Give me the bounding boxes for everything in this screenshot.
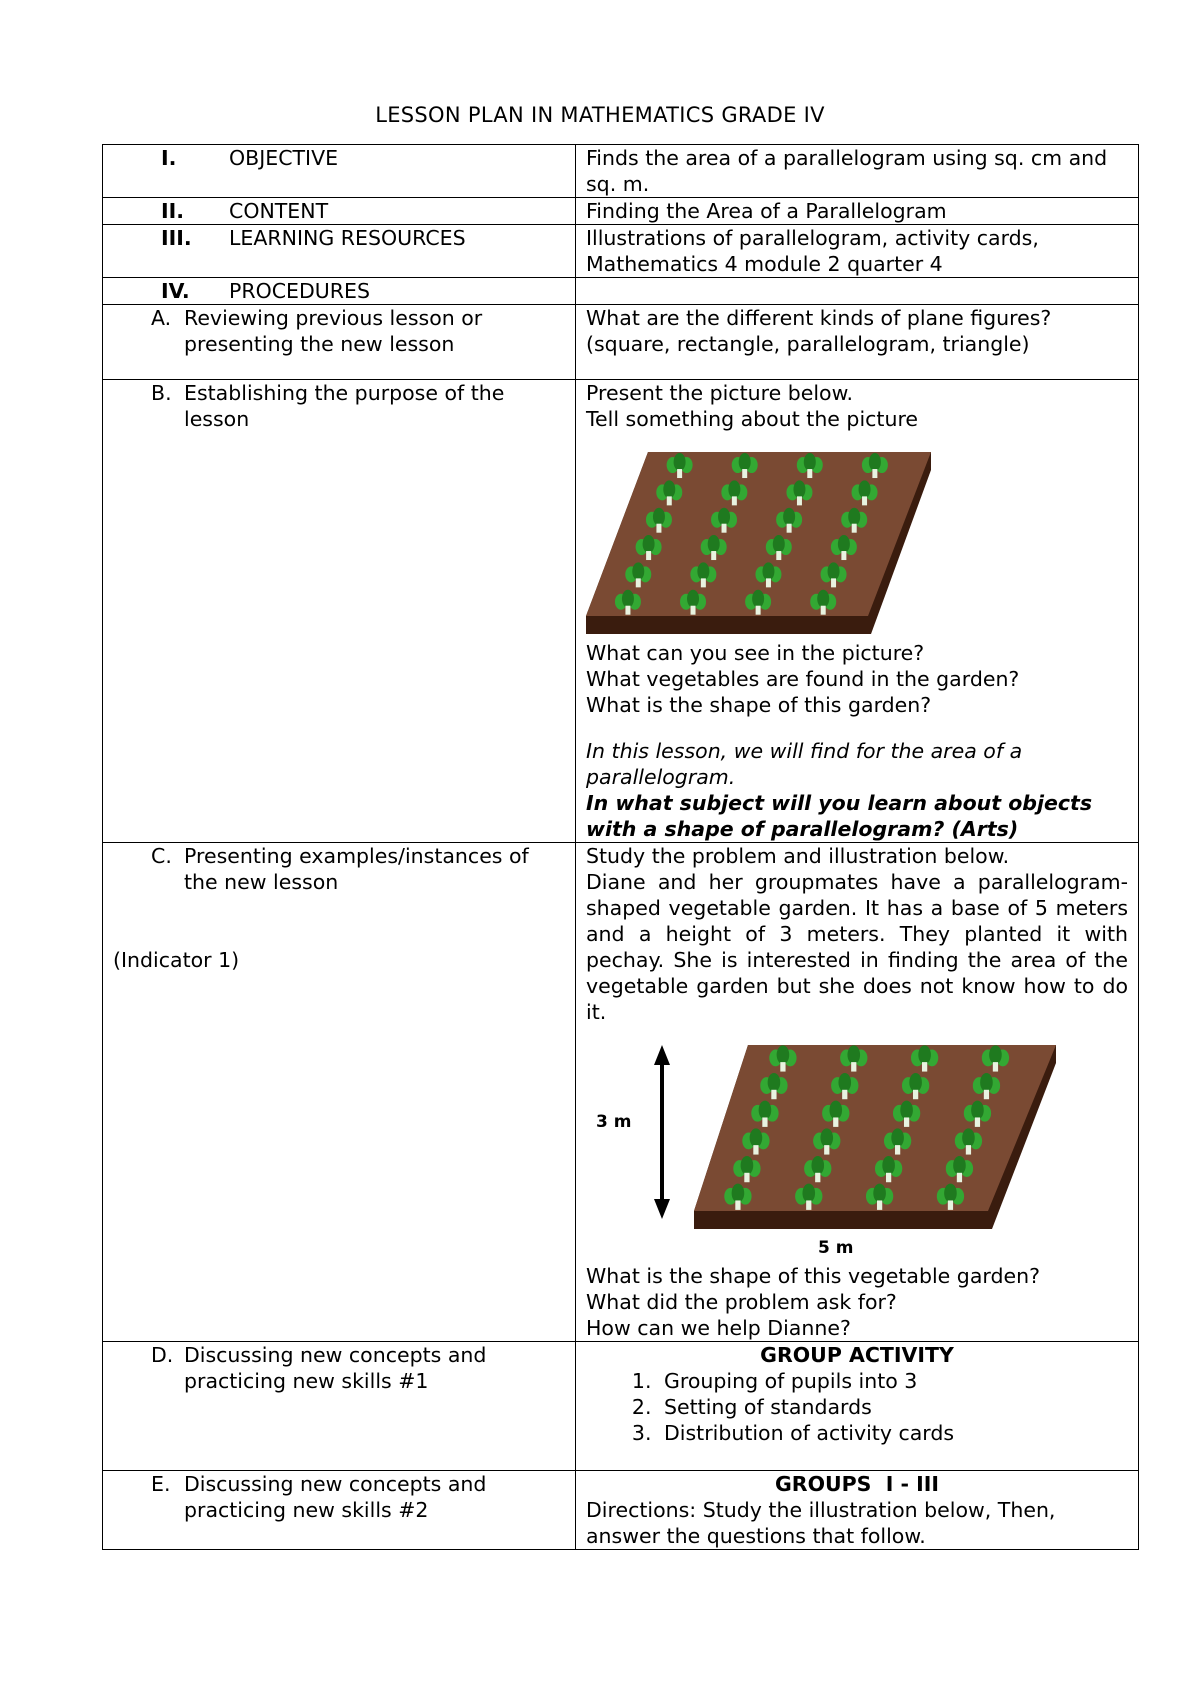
garden-diagram [586, 1035, 1066, 1255]
page-title: LESSON PLAN IN MATHEMATICS GRADE IV [375, 103, 825, 127]
item-label: Presenting examples/instances of the new lesson [184, 844, 529, 894]
text-line: Study the problem and illustration below. [586, 844, 1010, 868]
text-line: What are the different kinds of plane figures? [586, 306, 1052, 330]
procedures-cell [103, 278, 576, 305]
groups-heading: GROUPS I - III [774, 1472, 940, 1496]
item-label: Discussing new concepts and practicing new skills #1 [184, 1343, 487, 1393]
table-row [103, 1342, 1139, 1471]
section-label: PROCEDURES [229, 279, 371, 303]
section-number: III. [161, 226, 192, 250]
section-label: LEARNING RESOURCES [229, 226, 466, 250]
content-text: Finding the Area of a Parallelogram [576, 198, 1139, 225]
procedure-a-text [576, 305, 1139, 380]
section-number: I. [161, 146, 177, 170]
table-row [103, 225, 1139, 278]
resources-cell [103, 225, 576, 278]
section-number: IV. [161, 279, 190, 303]
item-label: Establishing the purpose of the lesson [184, 381, 505, 431]
resources-text [576, 225, 1139, 278]
text-line: Present the picture below. [586, 381, 853, 405]
question: What vegetables are found in the garden? [586, 667, 1020, 691]
section-number: II. [161, 199, 185, 223]
directions-text: Directions: Study the illustration below, Then, answer the questions that follow. [586, 1498, 1056, 1548]
list-item: 3. Distribution of activity cards [658, 1420, 1128, 1446]
resources-line: Illustrations of parallelogram, activity cards, [586, 226, 1039, 250]
table-row [103, 278, 1139, 305]
section-label: OBJECTIVE [229, 146, 339, 170]
lesson-plan-table [102, 144, 1139, 1550]
group-activity-heading: GROUP ACTIVITY [760, 1343, 954, 1367]
procedure-e-text [576, 1471, 1139, 1550]
table-row [103, 145, 1139, 198]
list-item: 2. Setting of standards [658, 1394, 1128, 1420]
table-row [103, 305, 1139, 380]
table-row [103, 380, 1139, 843]
item-letter: B. [151, 381, 172, 405]
procedure-c-text [576, 843, 1139, 1342]
text-line: (square, rectangle, parallelogram, triangle) [586, 332, 1030, 356]
text-line: Tell something about the picture [586, 407, 919, 431]
garden-illustration [586, 444, 946, 634]
procedures-empty [576, 278, 1139, 305]
lesson-question: In what subject will you learn about objects with a shape of parallelogram? (Arts) [586, 791, 1093, 841]
table-row [103, 198, 1139, 225]
table-row [103, 1471, 1139, 1550]
item-letter: A. [151, 306, 172, 330]
list-item: 1. Grouping of pupils into 3 [658, 1368, 1128, 1394]
lesson-statement: In this lesson, we will find for the area of a parallelogram. [586, 739, 1023, 789]
base-label: 5 m [818, 1238, 854, 1255]
arrow-down-icon [654, 1199, 670, 1219]
procedure-d-cell [103, 1342, 576, 1471]
problem-paragraph: Diane and her groupmates have a parallelogram-shaped vegetable garden. It has a base of 5 meters and a height of 3 meters. They planted it with pechay. She is interested in finding the area of the vegetable garden but she does not know how to do it. [586, 870, 1128, 1024]
objective-cell [103, 145, 576, 198]
item-label: Discussing new concepts and practicing new skills #2 [184, 1472, 487, 1522]
procedure-c-cell [103, 843, 576, 1342]
question: What did the problem ask for? [586, 1290, 897, 1314]
item-letter: D. [151, 1343, 174, 1367]
section-label: CONTENT [229, 199, 329, 223]
procedure-e-cell [103, 1471, 576, 1550]
question: What is the shape of this vegetable garden? [586, 1264, 1040, 1288]
procedure-a-cell [103, 305, 576, 380]
item-label: Reviewing previous lesson or presenting the new lesson [184, 306, 483, 356]
height-label: 3 m [596, 1112, 632, 1132]
indicator-label: (Indicator 1) [113, 948, 240, 972]
item-letter: E. [151, 1472, 171, 1496]
question: What can you see in the picture? [586, 641, 925, 665]
item-letter: C. [151, 844, 172, 868]
content-cell [103, 198, 576, 225]
resources-line: Mathematics 4 module 2 quarter 4 [586, 252, 943, 276]
procedure-d-text [576, 1342, 1139, 1471]
procedure-b-text [576, 380, 1139, 843]
arrow-up-icon [654, 1045, 670, 1065]
objective-text: Finds the area of a parallelogram using sq. cm and sq. m. [576, 145, 1139, 198]
table-row [103, 843, 1139, 1342]
activity-list [586, 1368, 1128, 1446]
procedure-b-cell [103, 380, 576, 843]
question: What is the shape of this garden? [586, 693, 932, 717]
question: How can we help Dianne? [586, 1316, 851, 1340]
